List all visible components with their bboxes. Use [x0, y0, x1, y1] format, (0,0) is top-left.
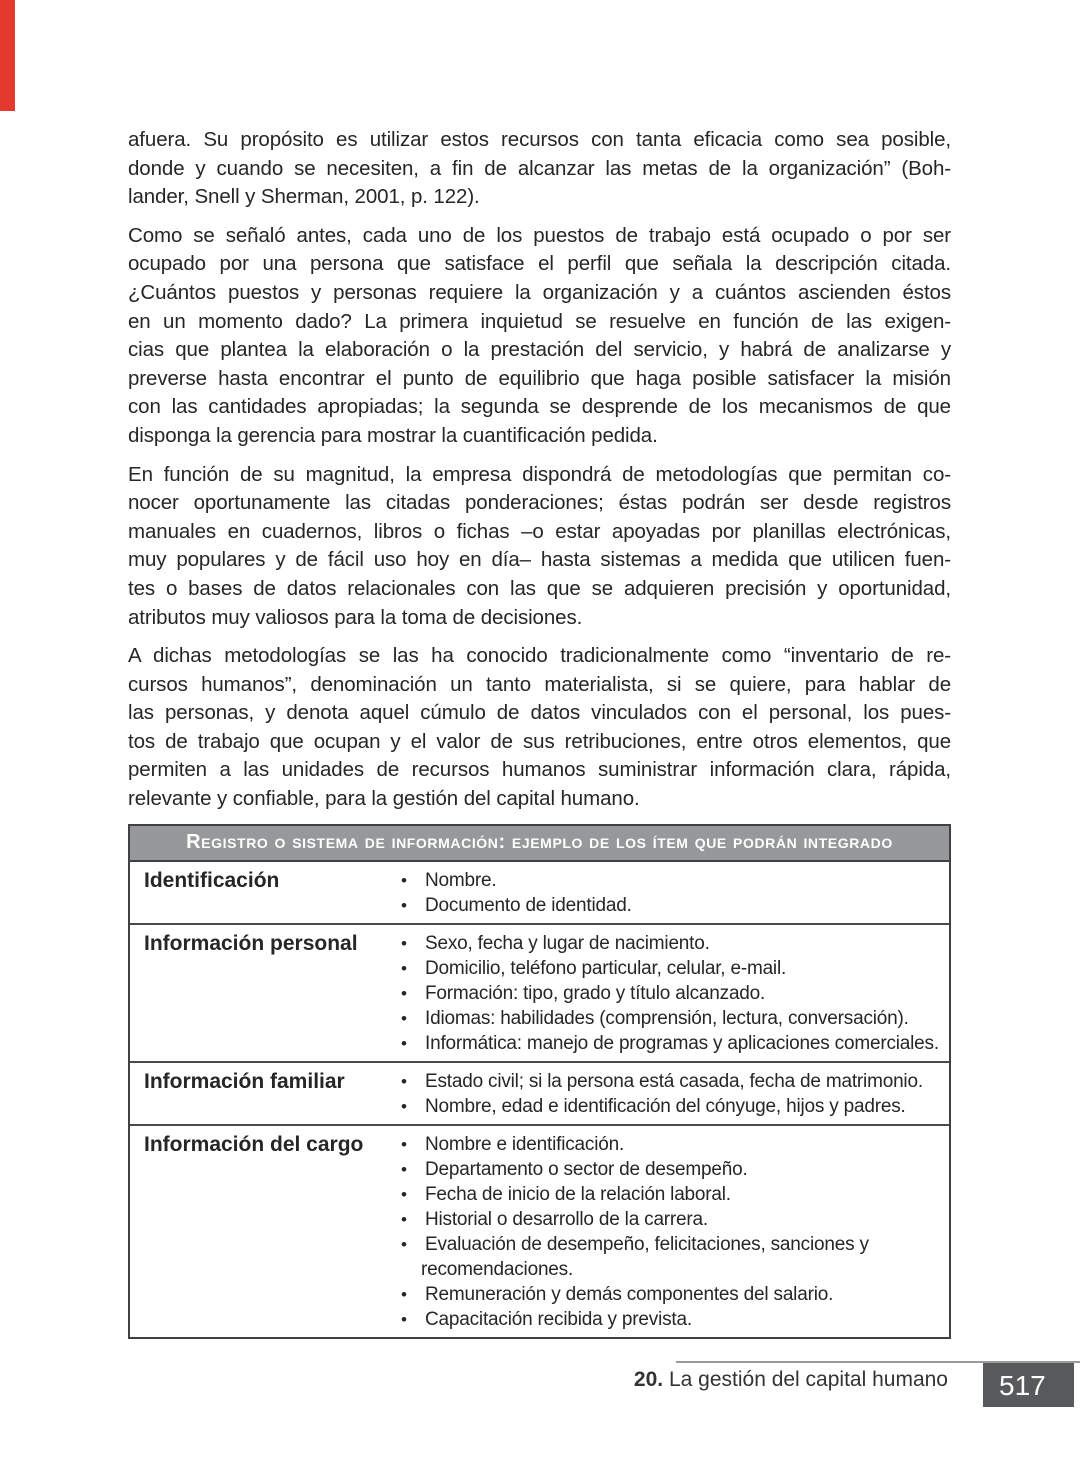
paragraph-line: preverse hasta encontrar el punto de equilibrio que haga posible satisfacer la misión [128, 366, 951, 390]
bullet-text: Departamento o sector de desempeño. [425, 1159, 748, 1180]
paragraph [128, 222, 951, 451]
row-label: Información del cargo [144, 1133, 364, 1156]
paragraph-line: afuera. Su propósito es utilizar estos recursos con tanta eficacia como sea posible, [128, 128, 951, 151]
paragraph-line: ocupado por una persona que satisface el perfil que señala la descripción citada. [128, 252, 951, 276]
info-table [128, 824, 951, 1339]
bullet-line [397, 1282, 943, 1307]
bullet-line [397, 1069, 943, 1094]
bullet-line [397, 1031, 943, 1056]
chapter-color-tab [0, 0, 15, 111]
bullet-icon: • [401, 1072, 407, 1091]
bullet-icon: • [401, 959, 407, 978]
bullet-icon: • [401, 984, 407, 1003]
row-items [397, 862, 949, 923]
bullet-text: Estado civil; si la persona está casada, fecha de matrimonio. [425, 1071, 923, 1092]
row-label: Información familiar [144, 1070, 345, 1093]
bullet-line [397, 868, 943, 893]
bullet-icon: • [401, 1160, 407, 1179]
bullet-icon: • [401, 1034, 407, 1053]
paragraph-line: manuales en cuadernos, libros o fichas –o estar apoyadas por planillas electrónicas, [128, 519, 951, 543]
bullet-text: Idiomas: habilidades (comprensión, lectura, conversación). [425, 1008, 909, 1029]
bullet-text: Nombre, edad e identificación del cónyuge, hijos y padres. [425, 1096, 906, 1117]
paragraph-line: atributos muy valiosos para la toma de decisiones. [128, 605, 583, 629]
bullet-line [397, 1232, 943, 1257]
footer-chapter [634, 1368, 948, 1392]
bullet-icon: • [401, 871, 407, 890]
row-items [397, 1126, 949, 1337]
row-items [397, 925, 949, 1061]
paragraph-line: A dichas metodologías se las ha conocido tradicionalmente como “inventario de re- [128, 644, 951, 668]
paragraph-line: muy populares y de fácil uso hoy en día– hasta sistemas a medida que utilicen fuen- [128, 548, 951, 572]
paragraph-line: Como se señaló antes, cada uno de los puestos de trabajo está ocupado o por ser [128, 223, 951, 247]
chapter-title: La gestión del capital humano [663, 1368, 948, 1391]
bullet-text: Sexo, fecha y lugar de nacimiento. [425, 933, 710, 954]
paragraph-line: permiten a las unidades de recursos humanos suministrar información clara, rápida, [128, 758, 951, 782]
bullet-icon: • [401, 1310, 407, 1329]
paragraph-line: ¿Cuántos puestos y personas requiere la organización y a cuántos ascienden éstos [128, 280, 951, 304]
bullet-icon: • [401, 896, 407, 915]
bullet-text: Capacitación recibida y prevista. [425, 1309, 692, 1330]
bullet-continuation-line [397, 1257, 943, 1282]
paragraph [128, 126, 951, 212]
bullet-text: Nombre e identificación. [425, 1134, 625, 1155]
bullet-line [397, 1006, 943, 1031]
bullet-line [397, 1157, 943, 1182]
page-number-box [983, 1363, 1074, 1407]
bullet-icon: • [401, 1235, 407, 1254]
bullet-text: Evaluación de desempeño, felicitaciones, sanciones y [425, 1234, 869, 1255]
paragraph-line: cursos humanos”, denominación un tanto materialista, si se quiere, para hablar de [128, 672, 951, 696]
paragraph-line: disponga la gerencia para mostrar la cuantificación pedida. [128, 423, 658, 447]
row-items [397, 1063, 949, 1124]
bullet-icon: • [401, 1009, 407, 1028]
bullet-line [397, 1182, 943, 1207]
bullet-icon: • [401, 1135, 407, 1154]
page-number: 517 [999, 1370, 1046, 1401]
bullet-line [397, 1207, 943, 1232]
table-row [130, 1061, 949, 1124]
paragraph-line: donde y cuando se necesiten, a fin de alcanzar las metas de la organización” (Boh- [128, 156, 951, 180]
bullet-text: Nombre. [425, 870, 497, 891]
bullet-line [397, 1094, 943, 1119]
paragraph-line: lander, Snell y Sherman, 2001, p. 122). [128, 185, 480, 209]
bullet-text: Documento de identidad. [425, 895, 632, 916]
paragraph-line: tes o bases de datos relacionales con las que se adquieren precisión y oportunidad, [128, 576, 951, 600]
table-body [130, 862, 949, 1337]
bullet-icon: • [401, 1285, 407, 1304]
body-text [128, 126, 951, 824]
paragraph-line: con las cantidades apropiadas; la segunda se desprende de los mecanismos de que [128, 395, 951, 419]
paragraph [128, 642, 951, 814]
bullet-line [397, 956, 943, 981]
bullet-icon: • [401, 934, 407, 953]
paragraph-line: las personas, y denota aquel cúmulo de datos vinculados con el personal, los pues- [128, 701, 951, 725]
paragraph-line: En función de su magnitud, la empresa dispondrá de metodologías que permitan co- [128, 462, 951, 486]
row-label: Información personal [144, 932, 358, 955]
paragraph-line: nocer oportunamente las citadas ponderaciones; éstas podrán ser desde registros [128, 491, 951, 515]
bullet-text: Fecha de inicio de la relación laboral. [425, 1184, 731, 1205]
bullet-icon: • [401, 1210, 407, 1229]
table-row [130, 862, 949, 923]
bullet-text: Historial o desarrollo de la carrera. [425, 1209, 708, 1230]
bullet-line [397, 981, 943, 1006]
bullet-line [397, 893, 943, 918]
bullet-text: Formación: tipo, grado y título alcanzado. [425, 983, 766, 1004]
bullet-text: Domicilio, teléfono particular, celular, e-mail. [425, 958, 787, 979]
bullet-text: Remuneración y demás componentes del salario. [425, 1284, 834, 1305]
bullet-line [397, 1132, 943, 1157]
chapter-number: 20. [633, 1368, 664, 1391]
paragraph-line: cias que plantea la elaboración o la prestación del servicio, y habrá de analizarse y [128, 338, 951, 362]
bullet-line [397, 931, 943, 956]
bullet-text: Informática: manejo de programas y aplicaciones comerciales. [425, 1033, 939, 1054]
table-row [130, 923, 949, 1061]
bullet-text: recomendaciones. [421, 1259, 574, 1280]
paragraph-line: en un momento dado? La primera inquietud se resuelve en función de las exigen- [128, 309, 951, 333]
bullet-line [397, 1307, 943, 1332]
row-label: Identificación [144, 869, 280, 892]
paragraph [128, 461, 951, 633]
bullet-icon: • [401, 1185, 407, 1204]
paragraph-line: tos de trabajo que ocupan y el valor de sus retribuciones, entre otros elementos, que [128, 729, 951, 753]
paragraph-line: relevante y confiable, para la gestión del capital humano. [128, 787, 640, 811]
bullet-icon: • [401, 1097, 407, 1116]
table-header: Registro o sistema de información: ejemplo de los ítem que podrán integrado [130, 826, 949, 862]
table-row [130, 1124, 949, 1337]
